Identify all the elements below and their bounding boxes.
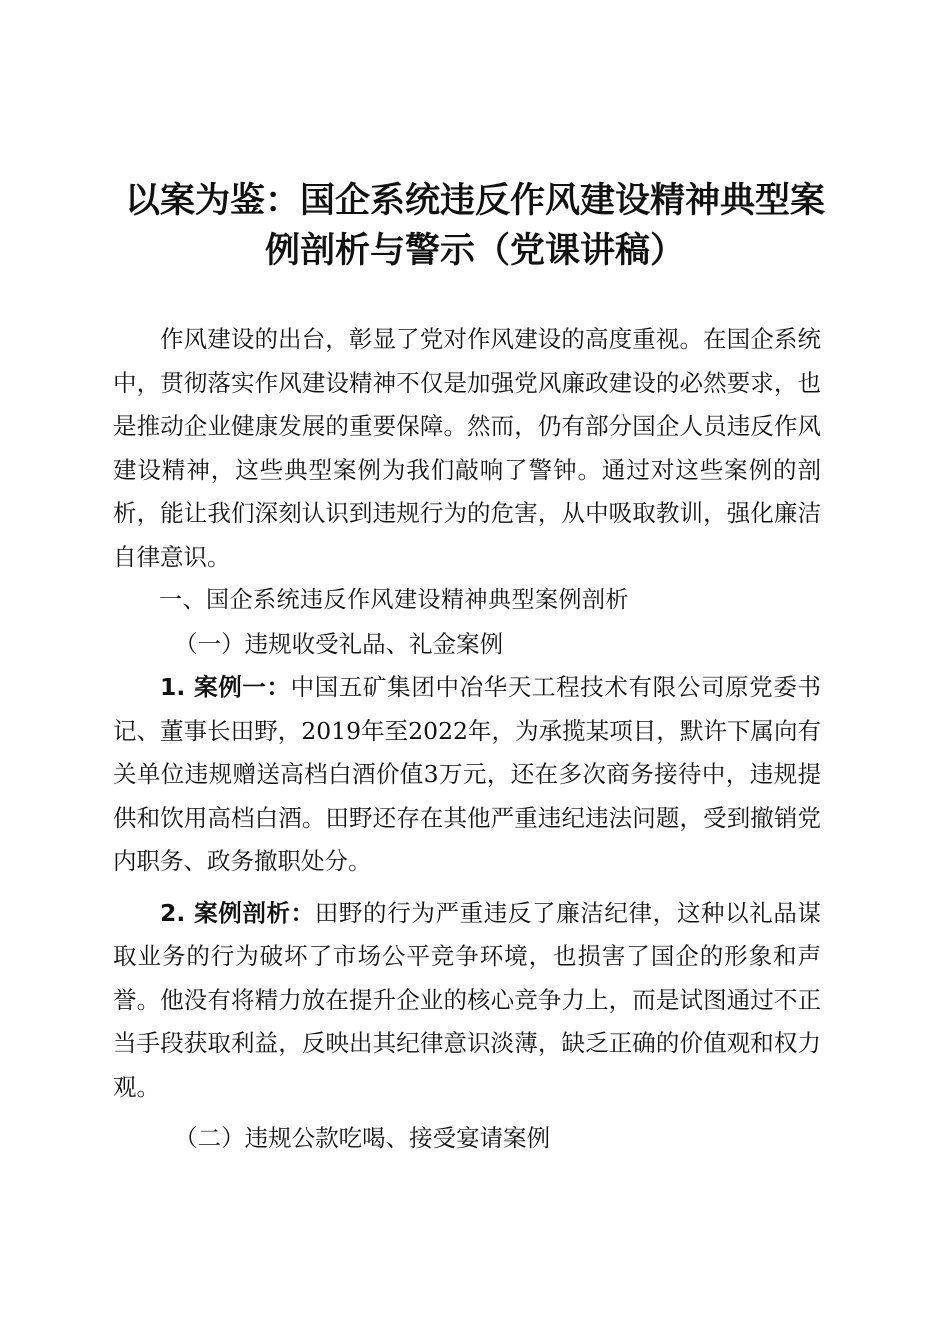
document-body [113,318,821,1161]
case-analysis-paragraph [113,892,821,1110]
document-title: 以案为鉴：国企系统违反作风建设精神典型案例剖析与警示（党课讲稿） [124,180,825,271]
section-one-heading: 一、国企系统违反作风建设精神典型案例剖析 [159,587,629,613]
case-analysis-text: 田野的行为严重违反了廉洁纪律，这种以礼品谋取业务的行为破坏了市场公平竞争环境，也损害了国企的形象和声誉。他没有将精力放在提升企业的核心竞争力上，而是试图通过不正当手段获取利益，反映出其纪律意识淡薄，缺乏正确的价值观和权力观。 [113,898,821,1101]
subsection-one-heading: （一）违规收受礼品、礼金案例 [174,629,504,658]
case-one-paragraph [113,666,821,884]
subsection-two-heading: （二）违规公款吃喝、接受宴请案例 [174,1124,551,1152]
case-one-text: 中国五矿集团中冶华天工程技术有限公司原党委书记、董事长田野，2019年至2022年，为承揽某项目，默许下属向有关单位违规赠送高档白酒价值3万元，还在多次商务接待中，违规提供和饮用高档白酒。田野还存在其他严重违纪违法问题，受到撤销党内职务、政务撤职处分。 [113,673,821,875]
case-one-label: 1. 案例一： [160,673,291,701]
case-analysis-label: 2. 案例剖析： [160,898,315,927]
intro-paragraph: 作风建设的出台，彰显了党对作风建设的高度重视。在国企系统中，贯彻落实作风建设精神不仅是加强党风廉政建设的必然要求，也是推动企业健康发展的重要保障。然而，仍有部分国企人员违反作风建设精神，这些典型案例为我们敲响了警钟。通过对这些案例的剖析，能让我们深刻认识到违规行为的危害，从中吸取教训，强化廉洁自律意识。 [113,325,821,571]
